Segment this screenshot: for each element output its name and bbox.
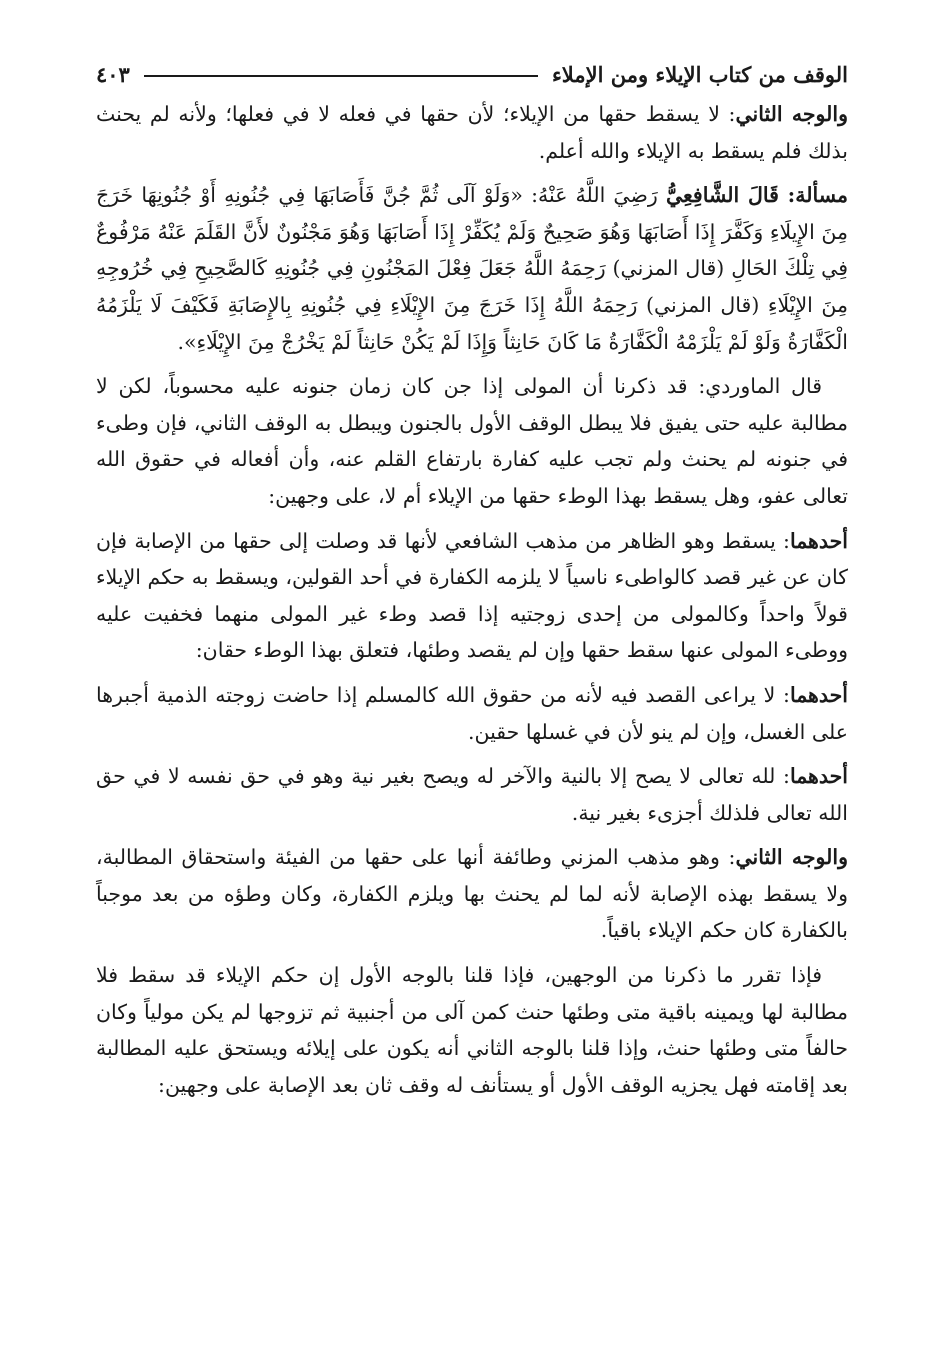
paragraph-lead: أحدهما [789,682,848,707]
paragraph-conclusion [96,957,848,1103]
paragraph-second-view-muzani [96,839,848,949]
paragraph-lead: أحدهما [789,528,848,553]
paragraph-first-of-two-rights [96,758,848,831]
paragraph-text: قال الماوردي: قد ذكرنا أن المولى إذا جن كان زمان جنونه عليه محسوباً، لكن لا مطالبة عليه حتى يفيق فلا يبطل الوقف الأول بالجنون ويبطل به الوقف الثاني، فإن وطىء في جنونه لم يحنث ولم تجب عليه كفارة بارتفاع القلم عنه، وأن أفعاله في حقوق الله تعالى عفو، وهل يسقط بهذا الوطء حقها من الإيلاء أم لا، على وجهين: [96,374,848,508]
header-title: الوقف من كتاب الإيلاء ومن الإملاء [551,61,848,87]
paragraph-text: : لا يسقط حقها من الإيلاء؛ لأن حقها في فعله لا في فعلها؛ ولأنه لم يحنث بذلك فلم يسقط به الإيلاء والله أعلم. [96,102,848,163]
paragraph-lead: أحدهما [789,764,848,789]
page-number: ٤٠٣ [96,61,130,87]
paragraph-lead: مسألة: قَالَ الشَّافِعِيُّ [665,183,848,208]
paragraph-masala [96,177,848,360]
paragraph-second-view [96,96,848,169]
paragraph-text: : لا يراعى القصد فيه لأنه من حقوق الله كالمسلم إذا حاضت زوجته الذمية أجبرها على الغسل، وإن لم ينو لأن في غسلها حقين. [96,682,848,744]
header-rule [144,75,538,77]
paragraph-text: : يسقط وهو الظاهر من مذهب الشافعي لأنها قد وصلت إلى حقها من الإصابة فإن كان عن غير قصد كالواطىء ناسياً لا يلزمه الكفارة في أحد القولين، ويسقط به حكم الإيلاء قولاً واحداً وكالمولى من إحدى زوجتيه إذا قصد وطء غير المولى منهما فخفيت عليه ووطىء المولى عنها سقط حقها وإن لم يقصد وطئها، فتعلق بهذا الوطء حقان: [96,528,848,663]
body-text [96,96,848,1103]
paragraph-text: : لله تعالى لا يصح إلا بالنية والآخر له ويصح بغير نية وهو في حق نفسه لا في حق الله تعالى فلذلك أجزىء بغير نية. [96,764,848,825]
paragraph-first-view [96,523,848,669]
paragraph-mawardi [96,368,848,514]
book-page [96,52,848,1111]
running-header [96,52,848,96]
paragraph-first-right [96,677,848,750]
paragraph-lead: والوجه الثاني [735,102,848,126]
paragraph-text: فإذا تقرر ما ذكرنا من الوجهين، فإذا قلنا بالوجه الأول إن حكم الإيلاء قد سقط فلا مطالبة لها ويمينه باقية متى وطئها حنث كمن آلى من أجنبية ثم تزوجها لم يكن مولياً وكان حالفاً متى وطئها حنث، وإذا قلنا بالوجه الثاني أنه يكون على إيلائه ويستحق عليه المطالبة بعد إقامته فهل يجزيه الوقف الأول أو يستأنف له وقف ثان بعد الإصابة على وجهين: [96,963,848,1097]
paragraph-text: : وهو مذهب المزني وطائفة أنها على حقها من الفيئة واستحقاق المطالبة، ولا يسقط بهذه الإصابة لأنه لما لم يحنث بها ويلزم الكفارة، وكان وطؤه من بعد موجباً بالكفارة كان حكم الإيلاء باقياً. [96,845,848,943]
paragraph-lead: والوجه الثاني [735,845,848,870]
paragraph-text: رَضِيَ اللَّهُ عَنْهُ: «وَلَوْ آلَى ثُمَّ جُنَّ فَأَصَابَهَا فِي جُنُونِهِ أَوْ جُنُونِهَا خَرَجَ مِنَ الإِيلَاءِ وَكَفَّرَ إِذَا أَصَابَهَا وَهُوَ صَحِيحٌ وَلَمْ يُكَفِّرْ إِذَا أَصَابَهَا وَهُوَ مَجْنُونٌ لأَنَّ القَلَمَ عَنْهُ مَرْفُوعٌ فِي تِلْكَ الحَالِ (قال المزني) رَحِمَهُ اللَّهُ جَعَلَ فِعْلَ المَجْنُونِ فِي جُنُونِهِ كَالصَّحِيحِ فِي خُرُوجِهِ مِنَ الإِيْلَاءِ (قال المزني) رَحِمَهُ اللَّهُ إِذَا خَرَجَ مِنَ الإِيْلَاءِ فِي جُنُونِهِ بِالإِصَابَةِ فَكَيْفَ لَا يَلْزَمُهُ الْكَفَّارَةُ وَلَوْ لَمْ يَلْزَمْهُ الْكَفَّارَةُ مَا كَانَ حَانِثاً وَإِذَا لَمْ يَكُنْ حَانِثاً لَمْ يَخْرُجْ مِنَ الإِيْلَاءِ». [96,183,848,354]
